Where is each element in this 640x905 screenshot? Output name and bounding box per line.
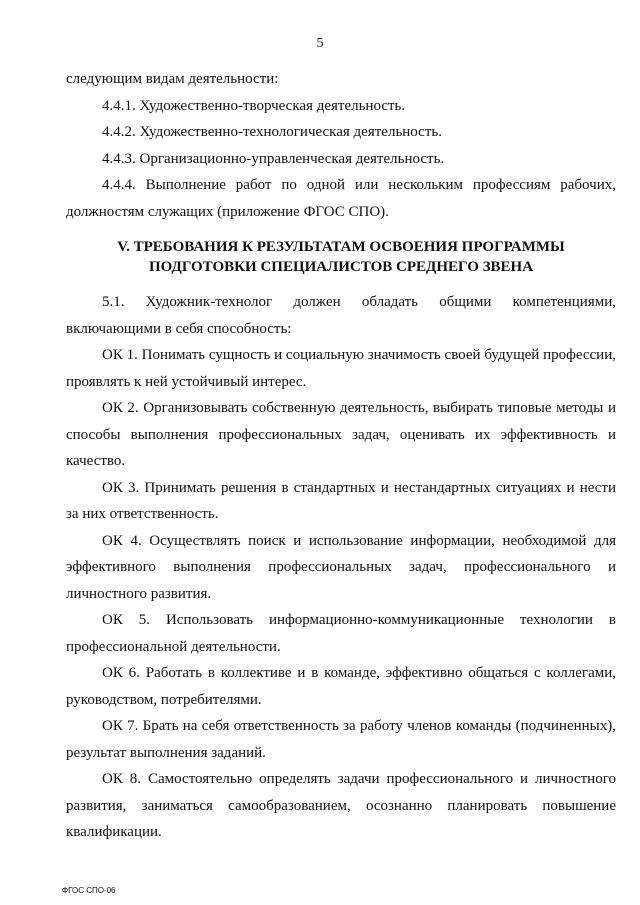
- clause-5-1: 5.1. Художник-технолог должен обладать общими компетенциями, включающими в себя способность:: [66, 294, 616, 337]
- competency-ok-4: ОК 4. Осуществлять поиск и использование информации, необходимой для эффективного выполнения профессиональных задач, профессионального и личностного развития.: [66, 532, 616, 602]
- activity-item-4-4-2: 4.4.2. Художественно-технологическая деятельность.: [102, 124, 442, 140]
- competency-ok-2: ОК 2. Организовывать собственную деятельность, выбирать типовые методы и способы выполнения профессиональных задач, оценивать их эффективность и качество.: [66, 400, 616, 469]
- section-heading: [66, 237, 616, 277]
- competency-ok-1: ОК 1. Понимать сущность и социальную значимость своей будущей профессии, проявлять к ней устойчивый интерес.: [66, 347, 616, 390]
- section-heading-line-1: V. ТРЕБОВАНИЯ К РЕЗУЛЬТАТАМ ОСВОЕНИЯ ПРОГРАММЫ: [117, 239, 565, 255]
- page-number: 5: [316, 36, 324, 51]
- competency-ok-3: ОК 3. Принимать решения в стандартных и нестандартных ситуациях и нести за них ответственность.: [66, 479, 616, 522]
- competency-ok-6: ОК 6. Работать в коллективе и в команде, эффективно общаться с коллегами, руководством, потребителями.: [66, 665, 616, 708]
- competency-ok-7: ОК 7. Брать на себя ответственность за работу членов команды (подчиненных), результат выполнения заданий.: [66, 718, 616, 761]
- section-heading-line-2: ПОДГОТОВКИ СПЕЦИАЛИСТОВ СРЕДНЕГО ЗВЕНА: [148, 259, 534, 275]
- competency-ok-8: ОК 8. Самостоятельно определять задачи профессионального и личностного развития, заниматься самообразованием, осознанно планировать повышение квалификации.: [66, 771, 616, 840]
- footer-code: ФГОС СПО-06: [62, 886, 116, 895]
- activity-item-4-4-3: 4.4.3. Организационно-управленческая деятельность.: [102, 150, 445, 167]
- competency-ok-5: ОК 5. Использовать информационно-коммуникационные технологии в профессиональной деятельности.: [66, 612, 616, 655]
- page-content: [66, 66, 616, 846]
- activity-item-4-4-1: 4.4.1. Художественно-творческая деятельность.: [102, 97, 406, 114]
- activity-item-4-4-4: 4.4.4. Выполнение работ по одной или нескольким профессиям рабочих, должностям служащих (приложение ФГОС СПО).: [66, 177, 616, 220]
- intro-line: следующим видам деятельности:: [66, 71, 279, 87]
